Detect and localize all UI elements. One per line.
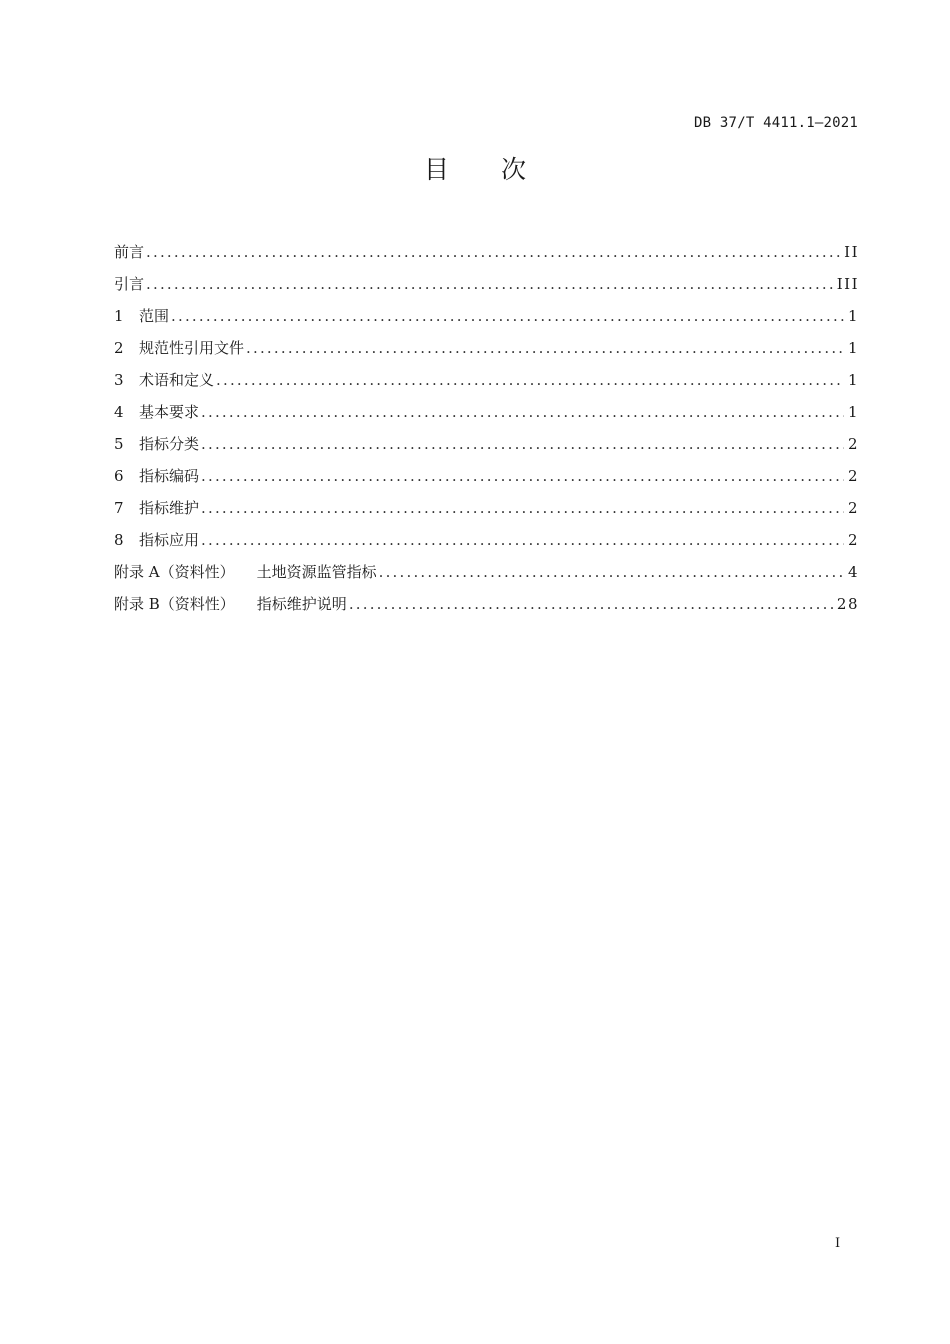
toc-entry-label: 指标维护: [139, 499, 200, 517]
toc-entry-page: 2: [847, 435, 859, 453]
toc-entry-page: III: [836, 275, 859, 293]
toc-entry-page: 1: [847, 307, 859, 325]
toc-entry-indicator-coding[interactable]: [114, 460, 859, 492]
toc-entry-number: 1: [114, 307, 124, 325]
toc-entry-number: 7: [114, 499, 124, 517]
toc-entry-number: 8: [114, 531, 124, 549]
toc-leader-dots: [201, 460, 844, 492]
toc-entry-indicator-maintenance[interactable]: [114, 492, 859, 524]
toc-leader-dots: [146, 268, 833, 300]
toc-leader-dots: [216, 364, 844, 396]
toc-entry-foreword[interactable]: [114, 236, 859, 268]
toc-entry-number: 4: [114, 403, 124, 421]
toc-entry-page: 1: [847, 403, 859, 421]
toc-leader-dots: [146, 236, 840, 268]
toc-leader-dots: [201, 396, 844, 428]
toc-entry-number: 5: [114, 435, 124, 453]
toc-entry-indicator-application[interactable]: [114, 524, 859, 556]
toc-entry-page: 1: [847, 339, 859, 357]
toc-leader-dots: [349, 588, 833, 620]
toc-entry-label: 术语和定义: [139, 371, 215, 389]
toc-entry-annex-a[interactable]: [114, 556, 859, 588]
standard-code: DB 37/T 4411.1—2021: [694, 115, 858, 131]
toc-entry-introduction[interactable]: [114, 268, 859, 300]
toc-leader-dots: [201, 524, 844, 556]
toc-entry-label: 引言: [114, 275, 145, 293]
toc-leader-dots: [201, 428, 844, 460]
toc-entry-label: 指标应用: [139, 531, 200, 549]
toc-entry-label: 范围: [139, 307, 170, 325]
toc-entry-basic-requirements[interactable]: [114, 396, 859, 428]
toc-entry-page: II: [844, 243, 859, 261]
toc-entry-label: 规范性引用文件: [139, 339, 245, 357]
toc-entry-label: 附录 B（资料性）: [114, 595, 235, 613]
toc-leader-dots: [201, 492, 844, 524]
toc-entry-page: 2: [847, 467, 859, 485]
page-title: 目次: [423, 155, 578, 184]
toc-entry-page: 28: [836, 595, 859, 613]
toc-entry-normative-references[interactable]: [114, 332, 859, 364]
toc-leader-dots: [246, 332, 844, 364]
toc-entry-page: 2: [847, 499, 859, 517]
toc-entry-page: 2: [847, 531, 859, 549]
toc-entry-page: 1: [847, 371, 859, 389]
toc-entry-number: 6: [114, 467, 124, 485]
toc-leader-dots: [379, 556, 844, 588]
toc-entry-terms-definitions[interactable]: [114, 364, 859, 396]
toc-entry-number: 3: [114, 371, 124, 389]
toc-entry-label: 指标分类: [139, 435, 200, 453]
toc-entry-subtitle: 土地资源监管指标: [256, 563, 377, 581]
table-of-contents: [114, 236, 859, 620]
toc-entry-scope[interactable]: [114, 300, 859, 332]
toc-entry-label: 附录 A（资料性）: [114, 563, 235, 581]
toc-entry-label: 基本要求: [139, 403, 200, 421]
toc-entry-label: 指标编码: [139, 467, 200, 485]
toc-entry-annex-b[interactable]: [114, 588, 859, 620]
toc-leader-dots: [171, 300, 844, 332]
toc-entry-subtitle: 指标维护说明: [256, 595, 347, 613]
toc-entry-page: 4: [847, 563, 859, 581]
toc-entry-number: 2: [114, 339, 124, 357]
toc-entry-indicator-classification[interactable]: [114, 428, 859, 460]
toc-entry-label: 前言: [114, 243, 145, 261]
page-number: I: [835, 1236, 841, 1251]
